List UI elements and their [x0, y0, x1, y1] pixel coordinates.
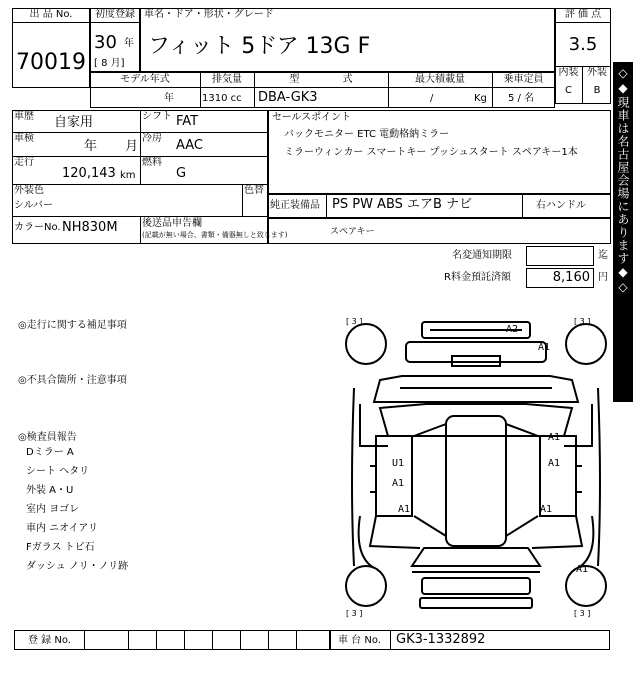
spare-box [268, 218, 611, 244]
tire-label-fr: [ 3 ] [574, 317, 591, 326]
lot-number: 70019 [16, 50, 86, 75]
mark-left-front-door-a: A1 [392, 478, 405, 489]
mark-front-bumper: A2 [506, 324, 519, 335]
interior-label: 内装 [558, 67, 579, 78]
mark-right-front-door: A1 [548, 458, 561, 469]
exterior-grade: B [593, 85, 601, 96]
name-change-unit: 迄 [598, 250, 608, 261]
inspector-line: ダッシュ ノリ・ノリ跡 [26, 561, 129, 572]
displacement-label: 排気量 [200, 74, 254, 88]
inspection-label: 車検 [14, 133, 34, 144]
score-label: 評 価 点 [555, 9, 611, 23]
right-side [598, 388, 600, 566]
sales-points-line2: ミラーウィンカー スマートキー プッシュスタート スペアキー1本 [284, 147, 578, 158]
load-sep: / [430, 93, 434, 104]
left-wheel-arch-front [360, 404, 388, 446]
shift-value: FAT [176, 114, 199, 129]
windshield [380, 404, 572, 436]
mark-right-front-fender: A1 [548, 432, 561, 443]
inspector-line: Fガラス トビ石 [26, 542, 95, 553]
steering-value: 右ハンドル [536, 200, 586, 211]
inspector-line: シート ヘタリ [26, 466, 90, 477]
color-no-label: カラーNo. [14, 222, 61, 233]
sales-points-line1: バックモニター ETC 電動格納ミラー [284, 129, 450, 140]
ext-color-value: シルバー [14, 200, 54, 211]
score-value: 3.5 [568, 34, 598, 55]
tire-label-rl: [ 3 ] [346, 609, 363, 618]
model-year-unit: 年 [164, 93, 174, 104]
history-value: 自家用 [54, 115, 94, 130]
interior-cell [555, 66, 583, 104]
type-label: 型 式 [254, 74, 388, 88]
inspector-line: Dミラー A [26, 447, 74, 458]
defects-heading: ◎不具合箇所・注意事項 [18, 375, 127, 386]
inspection-value: 年 月 [84, 139, 139, 154]
mark-left-front-door-u: U1 [392, 458, 405, 469]
aftermarket-label: 後送品申告欄 [142, 218, 202, 229]
left-side [352, 388, 354, 566]
first-reg-label: 初度登録 [90, 9, 140, 23]
load-label: 最大積載量 [388, 74, 492, 88]
lot-label: 出 品 No. [12, 9, 90, 23]
aftermarket-note: (記載が無い場合、書類・備器無しと致します) [142, 231, 288, 239]
recycle-unit: 円 [598, 272, 608, 283]
interior-grade: C [565, 85, 572, 96]
exterior-label: 外装 [587, 67, 607, 78]
reg-no-label: 登 録 No. [28, 635, 71, 646]
first-reg-year: 30 [94, 32, 117, 53]
ac-label: 冷房 [142, 133, 162, 144]
tire-label-rr: [ 3 ] [574, 609, 591, 618]
inspector-line: 外装 A・U [26, 485, 74, 496]
rear-window [412, 548, 540, 566]
name-change-box [526, 246, 594, 266]
equipment-label: 純正装備品 [270, 200, 320, 211]
ext-color-label: 外装色 [14, 185, 44, 196]
shift-label: シフト [142, 111, 172, 122]
model-year-label: モデル年式 [90, 74, 200, 88]
history-label: 車歴 [14, 111, 34, 122]
mileage-value: 120,143 [62, 166, 116, 181]
tire-front-left [346, 324, 386, 364]
chassis-label: 車 台 No. [338, 635, 381, 646]
mileage-label: 走行 [14, 157, 34, 168]
year-unit: 年 [124, 38, 134, 49]
inspector-line: 室内 ヨゴレ [26, 504, 80, 515]
sales-points-label: セールスポイント [272, 112, 352, 123]
right-rear-door [532, 516, 582, 548]
car-diagram [340, 316, 612, 618]
mark-right-rear: A1 [540, 504, 553, 515]
spare-key: スペアキー [330, 227, 375, 237]
capacity-label: 乗車定員 [492, 74, 555, 88]
type-value: DBA-GK3 [258, 90, 318, 105]
inspector-heading: ◎検査員報告 [18, 432, 77, 443]
mark-left-rear: A1 [398, 504, 411, 515]
sidebar-banner [613, 62, 633, 402]
right-wheel-arch-front [564, 404, 592, 446]
equipment-value: PS PW ABS エアB ナビ [332, 197, 473, 212]
recycle-label: R料金預託済額 [444, 272, 511, 283]
first-reg-month: [ 8 月] [94, 58, 125, 69]
car-name: フィット 5ドア 13G F [148, 34, 371, 59]
chassis-no: GK3-1332892 [396, 632, 486, 647]
left-rear-door [370, 516, 420, 548]
mark-front-panel: A1 [538, 342, 551, 353]
displacement-value: 1310 cc [202, 93, 242, 104]
fuel-value: G [176, 166, 187, 181]
color-change-label: 色替 [244, 185, 264, 196]
tire-front-right [566, 324, 606, 364]
exterior-cell [583, 66, 611, 104]
load-unit: Kg [474, 93, 487, 104]
front-panel-shape [406, 342, 546, 362]
mark-rear-corner: A1 [576, 564, 589, 575]
mileage-unit: km [120, 170, 136, 181]
fuel-label: 燃料 [142, 157, 162, 168]
ac-value: AAC [176, 138, 203, 153]
sidebar-text: ◇◆現車は名古屋会場にあります◆◇ [616, 66, 630, 295]
color-no-value: NH830M [62, 220, 118, 235]
car-name-label: 車名・ドア・形状・グレード [144, 9, 274, 20]
inspector-list [26, 447, 128, 580]
tire-rear-left [346, 566, 386, 606]
capacity-value: 5 / 名 [508, 93, 535, 104]
tire-label-fl: [ 3 ] [346, 317, 363, 326]
recycle-value: 8,160 [552, 270, 590, 285]
inspector-line: 車内 ニオイアリ [26, 523, 98, 534]
name-change-label: 名変通知期限 [452, 250, 512, 261]
rear-bumper-shape [422, 578, 530, 594]
driving-notes-heading: ◎走行に関する補足事項 [18, 320, 127, 331]
